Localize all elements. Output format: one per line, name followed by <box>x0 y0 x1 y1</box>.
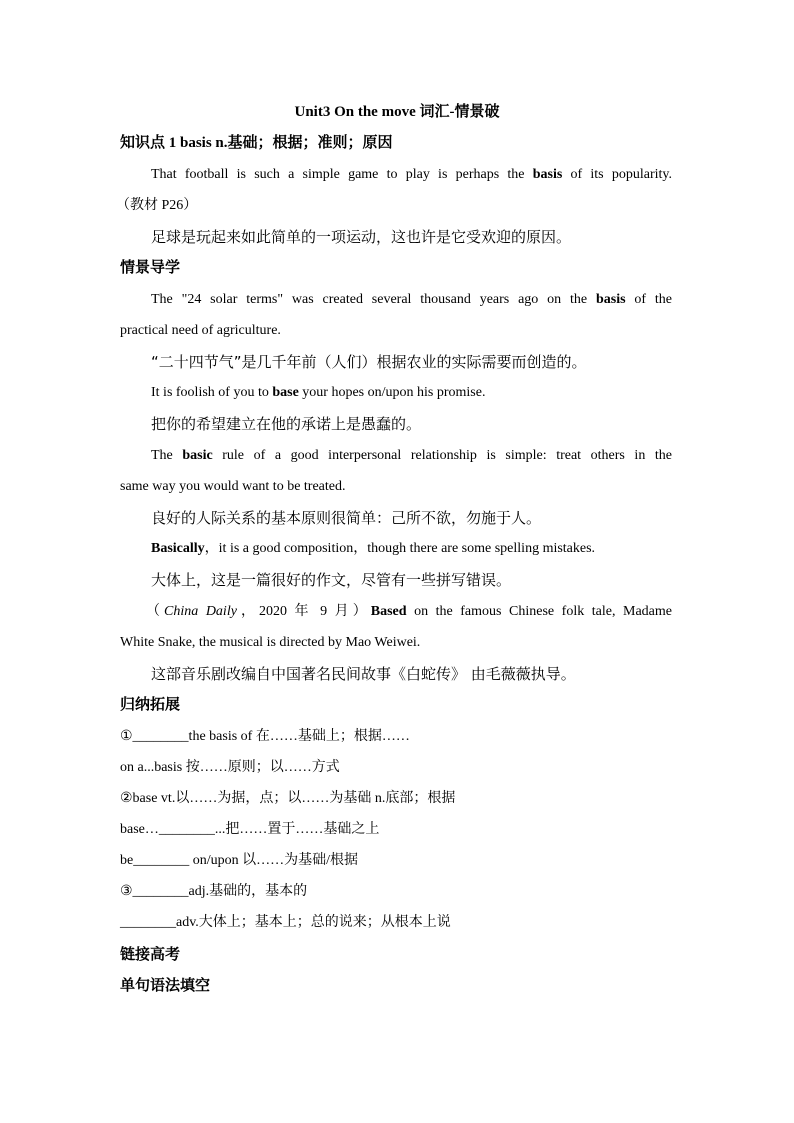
example-2-en-cont: practical need of agriculture. <box>120 323 281 338</box>
situation-heading: 情景导学 <box>120 260 181 276</box>
example-text: on the famous Chinese folk tale, Madame <box>406 604 672 619</box>
example-3-en <box>151 383 672 403</box>
example-1-en <box>151 165 672 185</box>
textbook-source: （教材 P26） <box>116 198 198 213</box>
example-text: （ <box>146 604 165 619</box>
source-name: China Daily <box>164 604 237 619</box>
summary-item: ①________the basis of 在……基础上；根据…… <box>120 729 410 744</box>
example-4-cn: 良好的人际关系的基本原则很简单：己所不欲，勿施于人。 <box>151 509 542 527</box>
example-text: It is foolish of you to <box>151 385 273 400</box>
example-3-cn: 把你的希望建立在他的承诺上是愚蠢的。 <box>151 415 422 433</box>
keyword: base <box>272 385 299 400</box>
keyword: Basically <box>151 541 205 556</box>
example-text: The <box>151 448 183 463</box>
keyword: basis <box>532 167 563 182</box>
example-5-en <box>151 539 672 559</box>
keyword: basis <box>595 292 626 307</box>
summary-item: ③________adj.基础的，基本的 <box>120 884 308 899</box>
example-text: ，it is a good composition，though there are some spelling mistakes. <box>204 541 596 556</box>
example-4-en <box>151 446 672 466</box>
example-4-en-cont: same way you would want to be treated. <box>120 479 346 494</box>
example-6-cn: 这部音乐剧改编自中国著名民间故事《白蛇传》 由毛薇薇执导。 <box>151 665 576 683</box>
summary-item: on a...basis 按……原则；以……方式 <box>120 760 340 775</box>
example-2-en <box>151 290 672 310</box>
summary-item: ________adv.大体上；基本上；总的说来；从根本上说 <box>120 915 451 930</box>
example-text: of its popularity. <box>562 167 672 182</box>
example-5-cn: 大体上，这是一篇很好的作文，尽管有一些拼写错误。 <box>151 571 512 589</box>
knowledge-point-heading: 知识点 1 basis n.基础；根据；准则；原因 <box>120 135 393 151</box>
summary-item: be________ on/upon 以……为基础/根据 <box>120 853 358 868</box>
fill-blank-heading: 单句语法填空 <box>120 978 211 994</box>
page-title: Unit3 On the move 词汇-情景破 <box>294 104 500 120</box>
example-text: The "24 solar terms" was created several thousand years ago on the <box>151 292 596 307</box>
example-text: of the <box>625 292 672 307</box>
example-text: ，2020 年 9 月） <box>236 604 371 619</box>
example-text: rule of a good interpersonal relationship is simple: treat others in the <box>212 448 672 463</box>
example-text: That football is such a simple game to play is perhaps the <box>151 167 533 182</box>
summary-item: ②base vt.以……为据，点；以……为基础 n.底部；根据 <box>120 791 456 806</box>
summary-heading: 归纳拓展 <box>120 697 181 713</box>
keyword: basic <box>182 448 213 463</box>
keyword: Based <box>370 604 407 619</box>
example-6-en <box>146 602 672 622</box>
example-1-cn: 足球是玩起来如此简单的一项运动，这也许是它受欢迎的原因。 <box>151 228 572 246</box>
link-exam-heading: 链接高考 <box>120 947 181 963</box>
example-text: your hopes on/upon his promise. <box>298 385 486 400</box>
example-2-cn: “二十四节气”是几千年前（人们）根据农业的实际需要而创造的。 <box>151 353 587 371</box>
summary-item: base…________...把……置于……基础之上 <box>120 822 380 837</box>
example-6-en-cont: White Snake, the musical is directed by Mao Weiwei. <box>120 635 421 650</box>
